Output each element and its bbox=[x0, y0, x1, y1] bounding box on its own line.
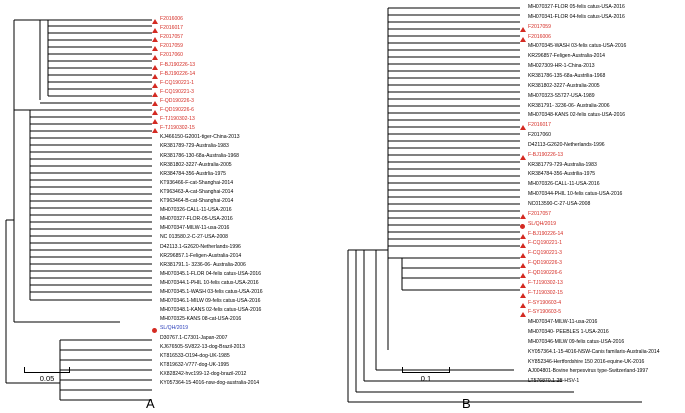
taxon-marker-triangle bbox=[152, 74, 158, 79]
taxon-label: F2017059 bbox=[160, 43, 183, 50]
taxon-label: D42113-G2620-Netherlands-1996 bbox=[528, 141, 605, 148]
scale-bar-label-b: 0.1 bbox=[420, 374, 432, 383]
taxon-label: KR296857.1-Feligen-Australia-2014 bbox=[160, 252, 242, 259]
taxon-label: KR381791.1- 3236-06- Australia-2006 bbox=[160, 261, 246, 268]
taxon-label: F-QD190226-3 bbox=[528, 260, 562, 267]
taxon-marker-triangle bbox=[520, 155, 526, 160]
taxon-label: MH070345.1-WASH 03-felis catus-USA-2016 bbox=[160, 289, 263, 295]
taxon-marker-triangle bbox=[152, 55, 158, 60]
taxon-label: KY057364.1-15-4016-NSW-Canis familaris-Australia-2014 bbox=[528, 348, 660, 355]
taxon-marker-triangle bbox=[520, 214, 526, 219]
taxon-marker-triangle bbox=[152, 19, 158, 24]
taxon-marker-triangle bbox=[152, 28, 158, 33]
phylogenetic-tree-panel-b bbox=[342, 0, 685, 413]
scale-bar-label-a: 0.05 bbox=[39, 374, 55, 383]
taxon-label: MH070345-WASH 03-felis catus-USA-2016 bbox=[528, 43, 627, 50]
taxon-label: MH070326-CALL-11-USA-2016 bbox=[160, 207, 232, 214]
taxon-label: D30767.1-C7301-Japan-2007 bbox=[160, 334, 228, 341]
taxon-marker-triangle bbox=[520, 303, 526, 308]
panel-letter-b: B bbox=[462, 396, 471, 411]
taxon-label: F-CQ190221-1 bbox=[160, 79, 194, 86]
taxon-label: F-TJ190302-13 bbox=[528, 279, 563, 286]
taxon-label: KR381802-3227-Australia-2005 bbox=[160, 161, 232, 168]
taxon-label: F-TJ190302-15 bbox=[160, 125, 195, 132]
taxon-label: MH070323-S5727-USA-1989 bbox=[528, 92, 595, 99]
taxon-label: KJ676505-SV822-13-dog-Brazil-2013 bbox=[160, 343, 245, 350]
taxon-label: KX828242-hvc199-12-dog-brazil-2012 bbox=[160, 370, 247, 377]
taxon-label: F2017060 bbox=[528, 132, 551, 139]
taxon-label: KR381786-130-68a-Australia-1968 bbox=[160, 152, 240, 159]
taxon-label: KY852346-Hertfordshire 150 2016-equine-UK-2016 bbox=[528, 358, 645, 365]
taxon-label: MH070341-FLOR 04-felis catus-USA-2016 bbox=[528, 13, 625, 20]
taxon-label: MH070344-PHIL 10-felis catus-USA-2016 bbox=[528, 191, 623, 198]
taxon-marker-triangle bbox=[152, 119, 158, 124]
taxon-label: F-SY190603-5 bbox=[528, 309, 562, 316]
taxon-label: MH027309-HR-1-China-2013 bbox=[528, 63, 595, 70]
taxon-marker-triangle bbox=[520, 293, 526, 298]
taxon-label: MH070340- PEEBLES 1-USA-2016 bbox=[528, 329, 609, 336]
taxon-marker-triangle bbox=[152, 101, 158, 106]
taxon-label: D42113.1-G2620-Netherlands-1996 bbox=[160, 243, 241, 250]
taxon-label: LT576870.1-2B-HSV-1 bbox=[528, 378, 580, 385]
taxon-label: F-CQ190221-3 bbox=[160, 88, 194, 95]
taxon-label: MH070325-KANS 08-cat-USA-2016 bbox=[160, 316, 242, 323]
taxon-marker-triangle bbox=[520, 234, 526, 239]
taxon-label: MH070346.1-MILW 09-felis catus-USA-2016 bbox=[160, 298, 261, 305]
taxon-marker-triangle bbox=[152, 92, 158, 97]
scale-bar-b bbox=[402, 367, 450, 383]
taxon-label: F-QD190226-6 bbox=[528, 269, 562, 276]
taxon-label: F-CQ190221-3 bbox=[528, 250, 562, 257]
taxon-label: F-CQ190221-1 bbox=[528, 240, 562, 247]
taxon-label: MH070327-FLOR-05-USA-2016 bbox=[160, 216, 233, 223]
taxon-marker-triangle bbox=[520, 263, 526, 268]
panel-letter-a: A bbox=[146, 396, 155, 411]
taxon-label: KT963463-A-cat-Shanghai-2014 bbox=[160, 188, 234, 195]
taxon-label: AJ004801-Bovine herpesvirus type-Switzerland-1997 bbox=[528, 368, 649, 375]
taxon-label: MH070345.1-FLOR 04-felis catus-USA-2016 bbox=[160, 270, 262, 277]
taxon-label: KT816533-O194-dog-UK-1985 bbox=[160, 352, 230, 359]
taxon-label: SL/QH/2019 bbox=[528, 220, 557, 227]
taxon-label: KR384784-356-Austrilia-1975 bbox=[528, 171, 596, 178]
taxon-marker-triangle bbox=[520, 125, 526, 130]
taxon-label: KR381802-3227-Australia-2005 bbox=[528, 82, 600, 89]
taxon-marker-triangle bbox=[152, 37, 158, 42]
taxon-label: MH070347-MILW-11-usa-2016 bbox=[160, 225, 230, 232]
phylogenetic-tree-panel-a bbox=[0, 0, 342, 413]
taxon-label: F-BJ190226-14 bbox=[528, 230, 564, 237]
taxon-label: NC 013580.2-C-27-USA-2008 bbox=[160, 234, 228, 241]
scale-bar-a bbox=[24, 367, 70, 383]
taxon-marker-triangle bbox=[520, 27, 526, 32]
taxon-label: MH070348-KANS 02-felis catus-USA-2016 bbox=[528, 112, 626, 119]
taxon-marker-triangle bbox=[152, 128, 158, 133]
taxon-label: KR384784-356-Austrlia-1975 bbox=[160, 170, 226, 177]
taxon-label: F-TJ190302-15 bbox=[528, 289, 563, 296]
taxon-label: NC013590-C-27-USA-2008 bbox=[528, 201, 591, 207]
taxon-marker-triangle bbox=[520, 312, 526, 317]
taxon-label: MH070346-MILW 09-felis catus-USA-2016 bbox=[528, 338, 625, 345]
taxon-label: F2016006 bbox=[528, 33, 551, 40]
taxon-label: F-QD190226-3 bbox=[160, 97, 194, 104]
taxon-label: F2017059 bbox=[528, 23, 551, 30]
taxon-marker-triangle bbox=[152, 83, 158, 88]
taxon-label: MH070344.1-PHIL 10-felis catus-USA-2016 bbox=[160, 279, 259, 286]
taxon-label: F2017057 bbox=[160, 34, 183, 41]
taxon-marker-triangle bbox=[520, 283, 526, 288]
taxon-label: F-BJ190226-14 bbox=[160, 70, 196, 77]
taxon-label: KY057364-15-4016-nsw-dog-australia-2014 bbox=[160, 380, 260, 386]
taxon-label: F2016017 bbox=[528, 122, 551, 129]
taxon-label: KT819632-V777-dog-UK-1995 bbox=[160, 361, 230, 368]
taxon-label: MH070347-MILW-11-usa-2016 bbox=[528, 319, 598, 326]
taxon-label: F-TJ190302-13 bbox=[160, 116, 195, 123]
taxon-marker-triangle bbox=[520, 273, 526, 278]
taxon-marker-dot bbox=[520, 224, 525, 229]
taxon-label: F2016017 bbox=[160, 25, 183, 32]
taxon-label: F2017057 bbox=[528, 210, 551, 217]
taxon-label: F2016006 bbox=[160, 16, 183, 22]
taxon-label: KT936466-F-cat-Shanghai-2014 bbox=[160, 179, 234, 186]
taxon-label: MH070326-CALL-11-USA-2016 bbox=[528, 181, 600, 188]
taxon-label: F-BJ190226-13 bbox=[160, 61, 196, 68]
taxon-label: MH070348.1-KANS 02-felis catus-USA-2016 bbox=[160, 307, 262, 314]
taxon-label: KT963464-B-cat-Shanghai-2014 bbox=[160, 198, 234, 204]
taxon-label: KJ466150-G2001-tiger-China-2013 bbox=[160, 134, 240, 141]
taxon-marker-triangle bbox=[152, 110, 158, 115]
taxon-label: KR381786-135-68a-Austrilia-1968 bbox=[528, 72, 606, 79]
taxon-marker-triangle bbox=[520, 37, 526, 42]
taxon-marker-triangle bbox=[152, 46, 158, 51]
taxon-label: F-SY190603-4 bbox=[528, 299, 562, 306]
taxon-label: KR296857-Feligen-Australia-2014 bbox=[528, 53, 606, 60]
taxon-label: SL/QH/2019 bbox=[160, 325, 189, 332]
taxon-label: KR381789-729-Australia-1983 bbox=[160, 143, 229, 150]
taxon-label: F2017060 bbox=[160, 52, 183, 59]
taxon-label: F-QD190226-6 bbox=[160, 107, 194, 113]
taxon-label: KR381779-729-Australia-1983 bbox=[528, 161, 597, 168]
taxon-marker-triangle bbox=[520, 243, 526, 248]
taxon-label: KR381791- 3236-06- Australia-2006 bbox=[528, 102, 610, 109]
taxon-marker-triangle bbox=[520, 253, 526, 258]
taxon-label: MH070327-FLOR 05-felis catus-USA-2016 bbox=[528, 4, 625, 10]
taxon-label: F-BJ190226-13 bbox=[528, 151, 564, 158]
taxon-marker-triangle bbox=[152, 65, 158, 70]
